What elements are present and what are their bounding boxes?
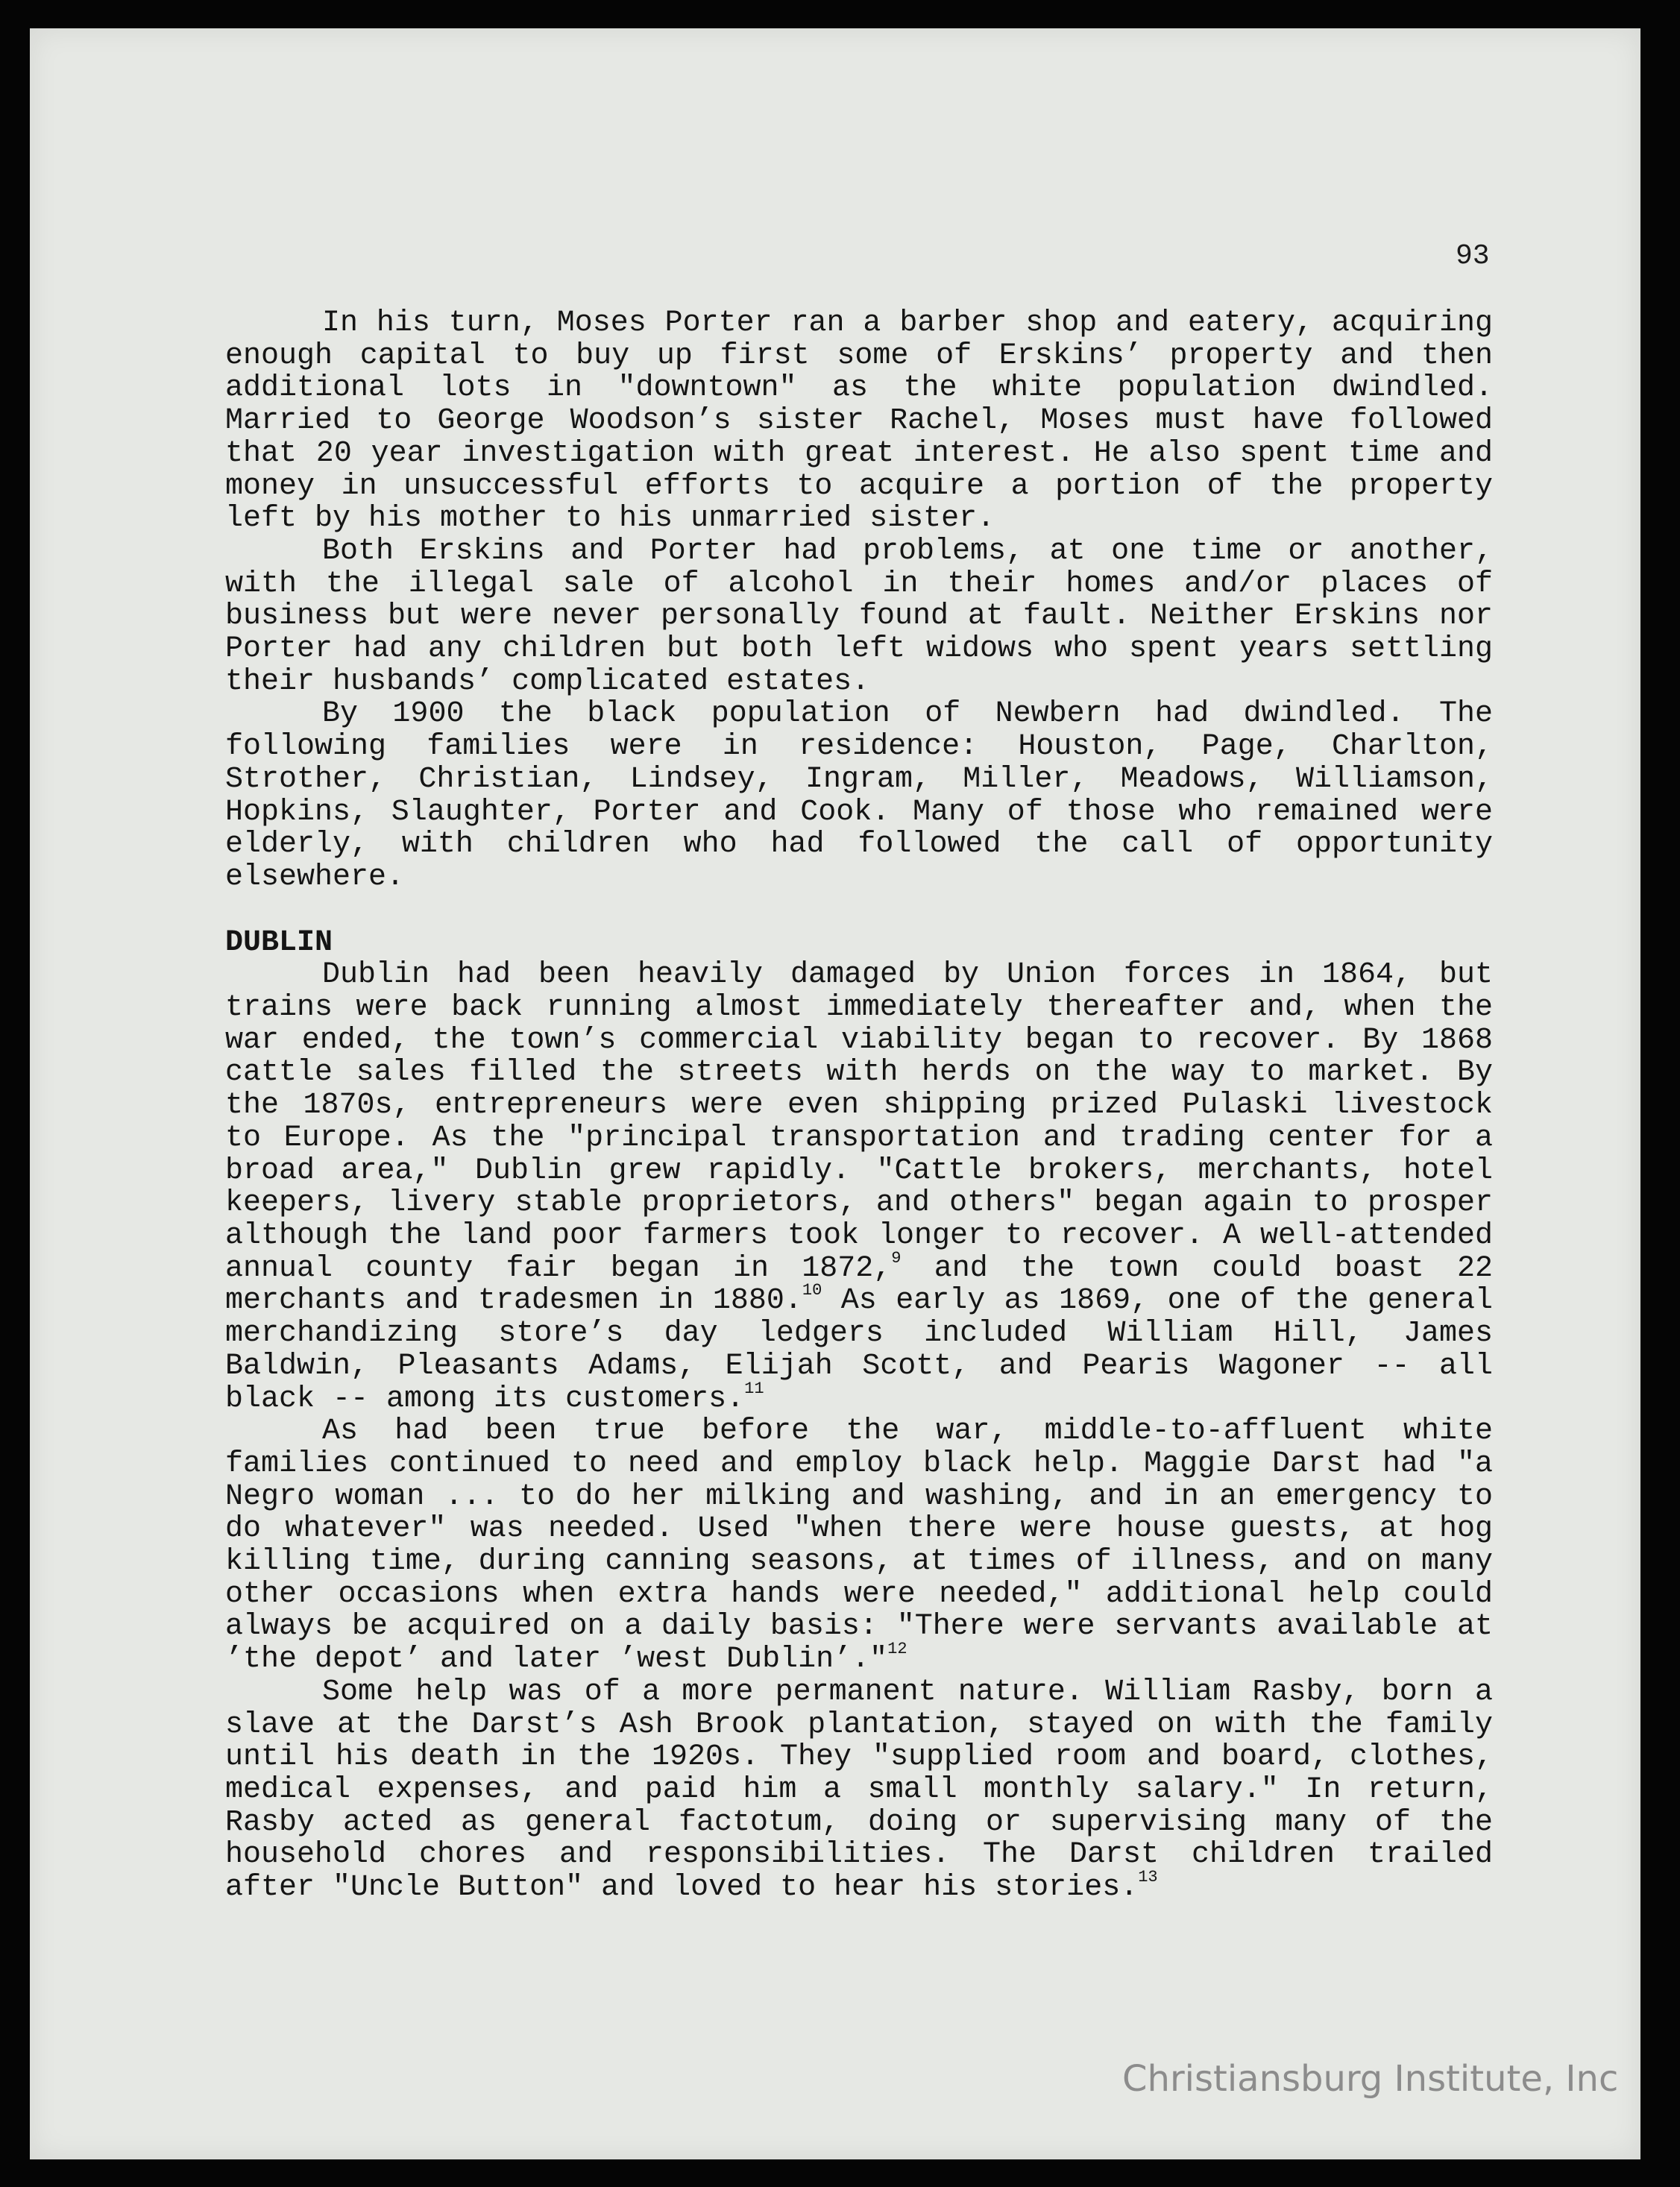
footnote-marker: 9: [891, 1248, 902, 1268]
paragraph-william-rasby: [225, 1676, 1493, 1904]
footnote-marker: 13: [1138, 1868, 1158, 1887]
paragraph-erskins-porter: Both Erskins and Porter had problems, at one time or another, with the illegal sale of alcohol in their homes and/or places of business but were never personally found at fault. Neither Erskins nor Porter had any children but both left widows who spent years settling their husbands’ complicated estates.: [225, 534, 1493, 699]
paragraph-dublin-recovery: [225, 959, 1493, 1415]
document-body: [225, 307, 1493, 1904]
text-segment: Dublin had been heavily damaged by Union forces in 1864, but trains were back running almost immediately thereafter and, when the war ended, the town’s commercial viability began to recover. By 1868 cattle sales filled the streets with herds on the way to market. By the 1870s, entrepreneurs were even shipping prized Pulaski livestock to Europe. As the "principal transportation and trading center for a broad area," Dublin grew rapidly. "Cattle brokers, merchants, hotel keepers, livery stable proprietors, and others" began again to prosper although the land poor farmers took longer to recover. A well-attended annual county fair began in 1872,: [225, 958, 1493, 1286]
text-segment: As had been true before the war, middle-to-affluent white families continued to need and employ black help. Maggie Darst had "a Negro woman ... to do her milking and washing, and in an emergency to do whatever" was needed. Used "when there were house guests, at hog killing time, during canning seasons, at times of illness, and on many other occasions when extra hands were needed," additional help could always be acquired on a daily basis: "There were servants available at ’the depot’ and later ’west Dublin’.": [225, 1415, 1493, 1677]
paragraph-newbern-1900: By 1900 the black population of Newbern had dwindled. The following families were in residence: Houston, Page, Charlton, Strother, Christian, Lindsey, Ingram, Miller, Meadows, Williamson, Hopkins, Slaughter, Porter and Cook. Many of those who remained were elderly, with children who had followed the call of opportunity elsewhere.: [225, 697, 1493, 894]
text-segment: As early as 1869, one of the general merchandizing store’s day ledgers included William Hill, James Baldwin, Pleasants Adams, Elijah Scott, and Pearis Wagoner -- all black -- among its customers.: [225, 1284, 1493, 1416]
paragraph-black-help: [225, 1415, 1493, 1676]
footnote-marker: 10: [802, 1281, 822, 1300]
text-segment: Some help was of a more permanent nature. William Rasby, born a slave at the Darst’s Ash Brook plantation, stayed on with the family until his death in the 1920s. They "supplied room and board, clothes, medical expenses, and paid him a small monthly salary." In return, Rasby acted as general factotum, doing or supervising many of the household chores and responsibilities. The Darst children trailed after "Uncle Button" and loved to hear his stories.: [225, 1675, 1493, 1905]
document-page: [30, 28, 1640, 2159]
text-segment: and the town could boast 22 merchants and tradesmen in 1880.: [225, 1251, 1493, 1318]
footnote-marker: 11: [744, 1379, 764, 1398]
footnote-marker: 12: [887, 1640, 907, 1659]
watermark: Christiansburg Institute, Inc: [1122, 2058, 1619, 2100]
paragraph-moses-porter: In his turn, Moses Porter ran a barber shop and eatery, acquiring enough capital to buy up first some of Erskins’ property and then additional lots in "downtown" as the white population dwindled. Married to George Woodson’s sister Rachel, Moses must have followed that 20 year investigation with great interest. He also spent time and money in unsuccessful efforts to acquire a portion of the property left by his mother to his unmarried sister.: [225, 306, 1493, 536]
page-number: 93: [1456, 240, 1490, 272]
section-heading-dublin: DUBLIN: [225, 925, 333, 960]
